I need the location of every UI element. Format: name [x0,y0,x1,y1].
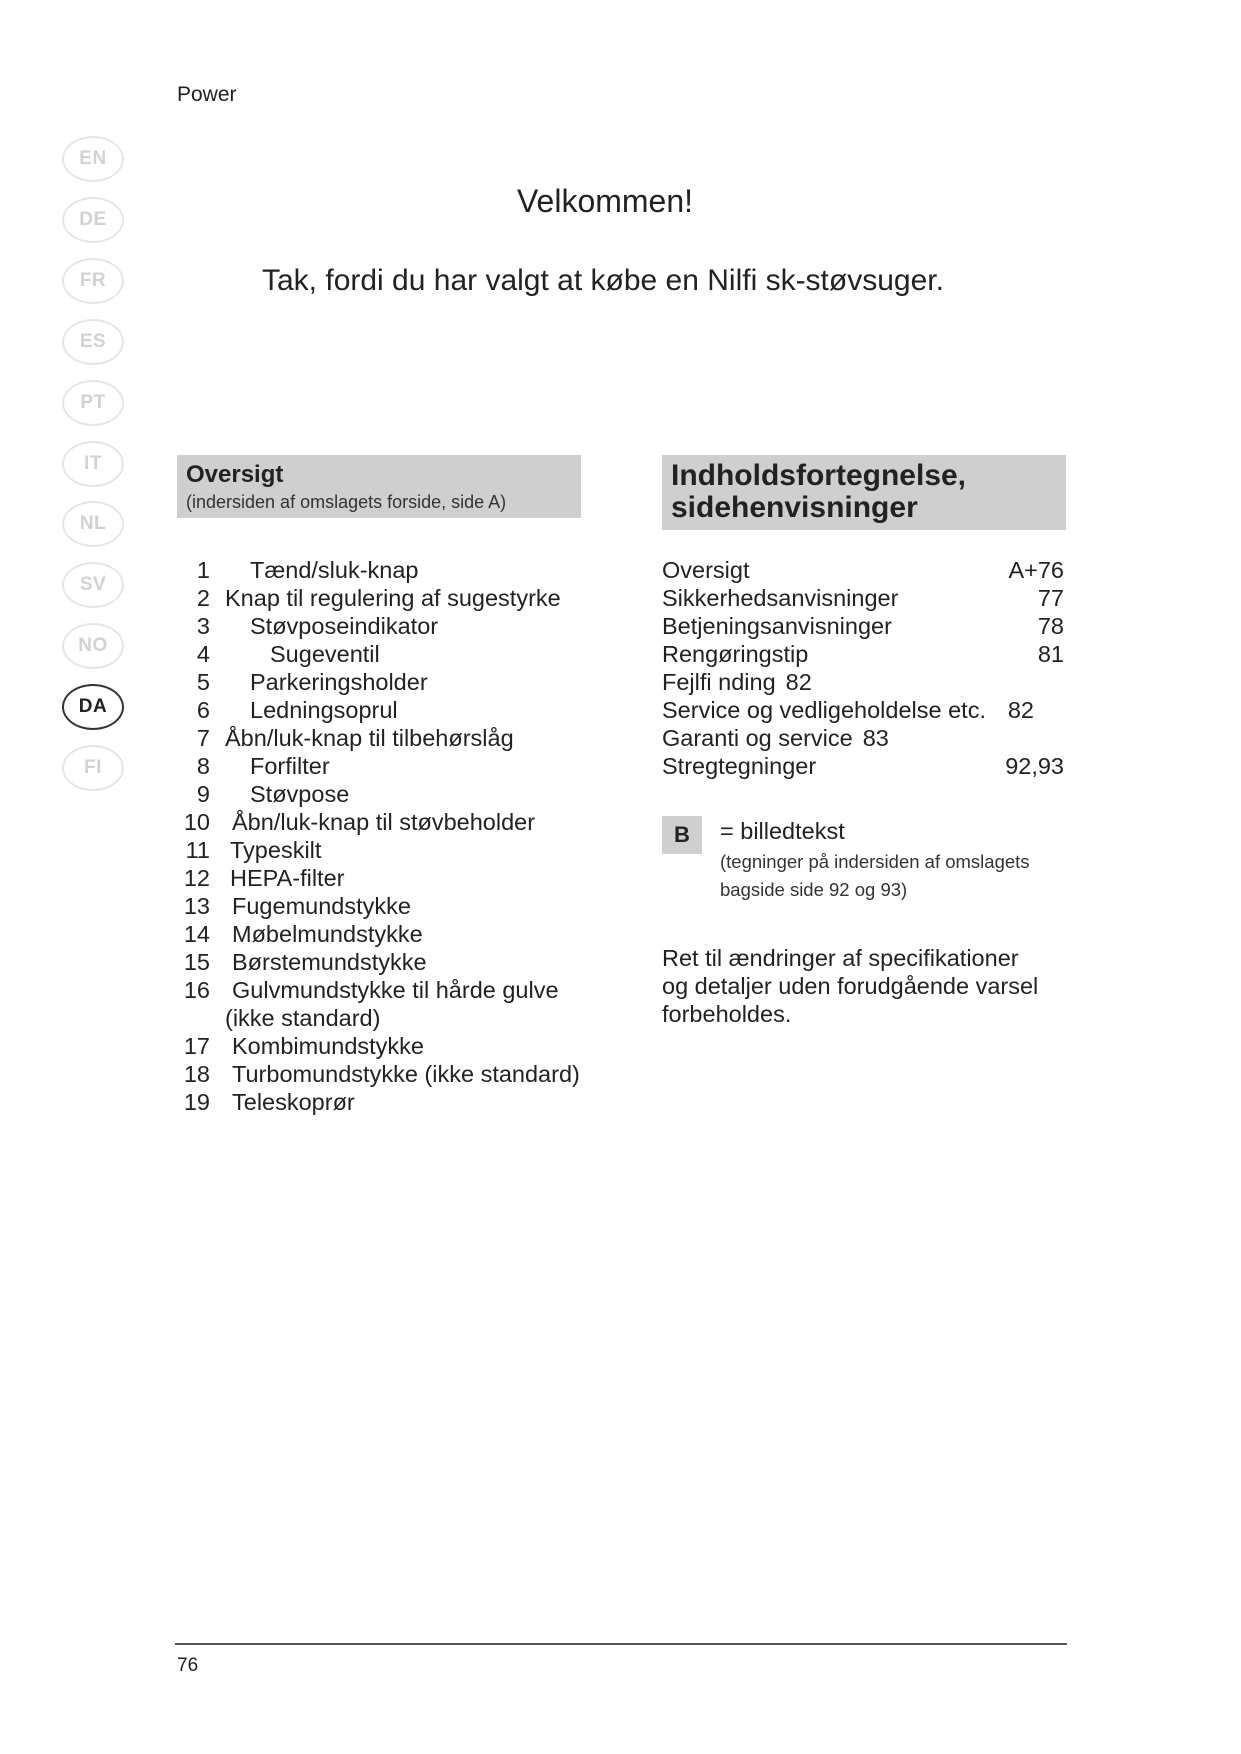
legend-badge: B [662,816,702,854]
part-number: 2 [196,585,210,611]
notice-line3: forbeholdes. [662,1001,792,1027]
part-item [180,668,620,696]
part-number: 6 [196,697,210,723]
toc-label: Rengøringstip [662,641,809,667]
part-item [180,752,620,780]
part-item [180,836,620,864]
part-label: Turbomundstykke (ikke standard) [232,1061,580,1087]
part-label: Tænd/sluk-knap [250,557,419,583]
footer-divider [175,1643,1067,1645]
part-number: 8 [196,753,210,779]
part-number: 5 [196,669,210,695]
legend-subtext [720,848,1080,904]
part-label: Gulvmundstykke til hårde gulve [232,977,559,1003]
part-item [180,640,620,668]
lang-tab-pt[interactable]: PT [62,380,124,426]
toc-item[interactable] [662,752,1064,780]
toc-label: Betjeningsanvisninger [662,613,892,639]
lang-tab-it[interactable]: IT [62,441,124,487]
part-item [180,1004,620,1032]
part-label: Åbn/luk-knap til tilbehørslåg [225,725,514,751]
product-name: Power [177,83,237,106]
toc-label: Sikkerhedsanvisninger [662,585,899,611]
part-label: Åbn/luk-knap til støvbeholder [232,809,536,835]
toc-item[interactable] [662,696,1064,724]
part-label: Typeskilt [230,837,322,863]
toc-item[interactable] [662,612,1064,640]
table-of-contents [662,556,1064,780]
lang-tab-da[interactable]: DA [62,684,124,730]
toc-page: 92,93 [1005,753,1064,779]
part-label: Børstemundstykke [232,949,427,975]
part-item [180,780,620,808]
contents-title-line1: Indholdsfortegnelse, [671,459,967,492]
toc-label: Stregtegninger [662,753,817,779]
part-number: 9 [196,781,210,807]
toc-page: 77 [1037,585,1064,611]
toc-page: 83 [862,725,889,751]
part-item [180,1060,620,1088]
lang-tab-fi[interactable]: FI [62,745,124,791]
part-item [180,864,620,892]
part-label: Forfilter [250,753,330,779]
part-number: 14 [183,921,210,947]
part-label: Kombimundstykke [232,1033,424,1059]
lang-tab-de[interactable]: DE [62,197,124,243]
toc-label: Oversigt [662,557,750,583]
part-item [180,948,620,976]
lang-tab-fr[interactable]: FR [62,258,124,304]
part-label: Sugeventil [270,641,380,667]
part-label: Fugemundstykke [232,893,411,919]
toc-item[interactable] [662,556,1064,584]
part-label: Parkeringsholder [250,669,428,695]
toc-label: Fejlfi nding [662,669,776,695]
part-item [180,556,620,584]
part-item [180,892,620,920]
lang-tab-sv[interactable]: SV [62,562,124,608]
part-number: 13 [183,893,210,919]
part-number: 15 [183,949,210,975]
toc-label: Garanti og service [662,725,853,751]
part-item [180,808,620,836]
part-number: 4 [196,641,210,667]
toc-page: 82 [1007,697,1034,723]
part-number: 12 [183,865,210,891]
notice-line1: Ret til ændringer af specifikationer [662,945,1019,971]
toc-page: 81 [1037,641,1064,667]
part-item [180,724,620,752]
legend-subtext-line1: (tegninger på indersiden af omslagets [720,851,1030,872]
part-item [180,612,620,640]
part-label: HEPA-filter [230,865,345,891]
parts-list [180,556,620,1116]
thanks-text: Tak, fordi du har valgt at købe en Nilfi sk-støvsuger. [262,264,944,297]
part-number: 19 [183,1089,210,1115]
page-number: 76 [177,1655,199,1676]
toc-item[interactable] [662,724,1064,752]
part-label: Ledningsoprul [250,697,398,723]
part-label: Knap til regulering af sugestyrke [225,585,561,611]
toc-page: 78 [1037,613,1064,639]
toc-page: A+76 [1008,557,1064,583]
contents-title-line2: sidehenvisninger [671,490,918,524]
toc-item[interactable] [662,668,1064,696]
part-label: Støvposeindikator [250,613,439,639]
part-item [180,1088,620,1116]
part-number: 7 [196,725,210,751]
contents-header [662,455,1066,530]
part-label: Møbelmundstykke [232,921,423,947]
part-item [180,696,620,724]
welcome-heading: Velkommen! [516,183,694,219]
toc-item[interactable] [662,584,1064,612]
part-number: 10 [183,809,210,835]
part-item [180,584,620,612]
legend-subtext-line2: bagside side 92 og 93) [720,879,908,900]
part-number: 11 [185,837,210,863]
overview-header [177,455,581,518]
overview-subtitle: (indersiden af omslagets forside, side A) [186,491,507,512]
part-number: 16 [183,977,210,1003]
toc-item[interactable] [662,640,1064,668]
part-number: 3 [196,613,210,639]
part-number: 18 [183,1061,210,1087]
toc-page: 82 [785,669,812,695]
specification-notice [662,944,1082,1028]
part-item [180,920,620,948]
notice-line2: og detaljer uden forudgående varsel [662,973,1039,999]
legend-text: = billedtekst [720,818,845,844]
toc-label: Service og vedligeholdelse etc. [662,697,986,723]
lang-tab-en[interactable]: EN [62,136,124,182]
part-label: (ikke standard) [225,1005,381,1031]
part-number: 1 [196,557,210,583]
part-label: Støvpose [250,781,350,807]
lang-tab-es[interactable]: ES [62,319,124,365]
lang-tab-nl[interactable]: NL [62,501,124,547]
part-item [180,1032,620,1060]
part-label: Teleskoprør [232,1089,355,1115]
part-number: 17 [183,1033,210,1059]
overview-title: Oversigt [186,461,284,488]
part-item [180,976,620,1004]
lang-tab-no[interactable]: NO [62,623,124,669]
